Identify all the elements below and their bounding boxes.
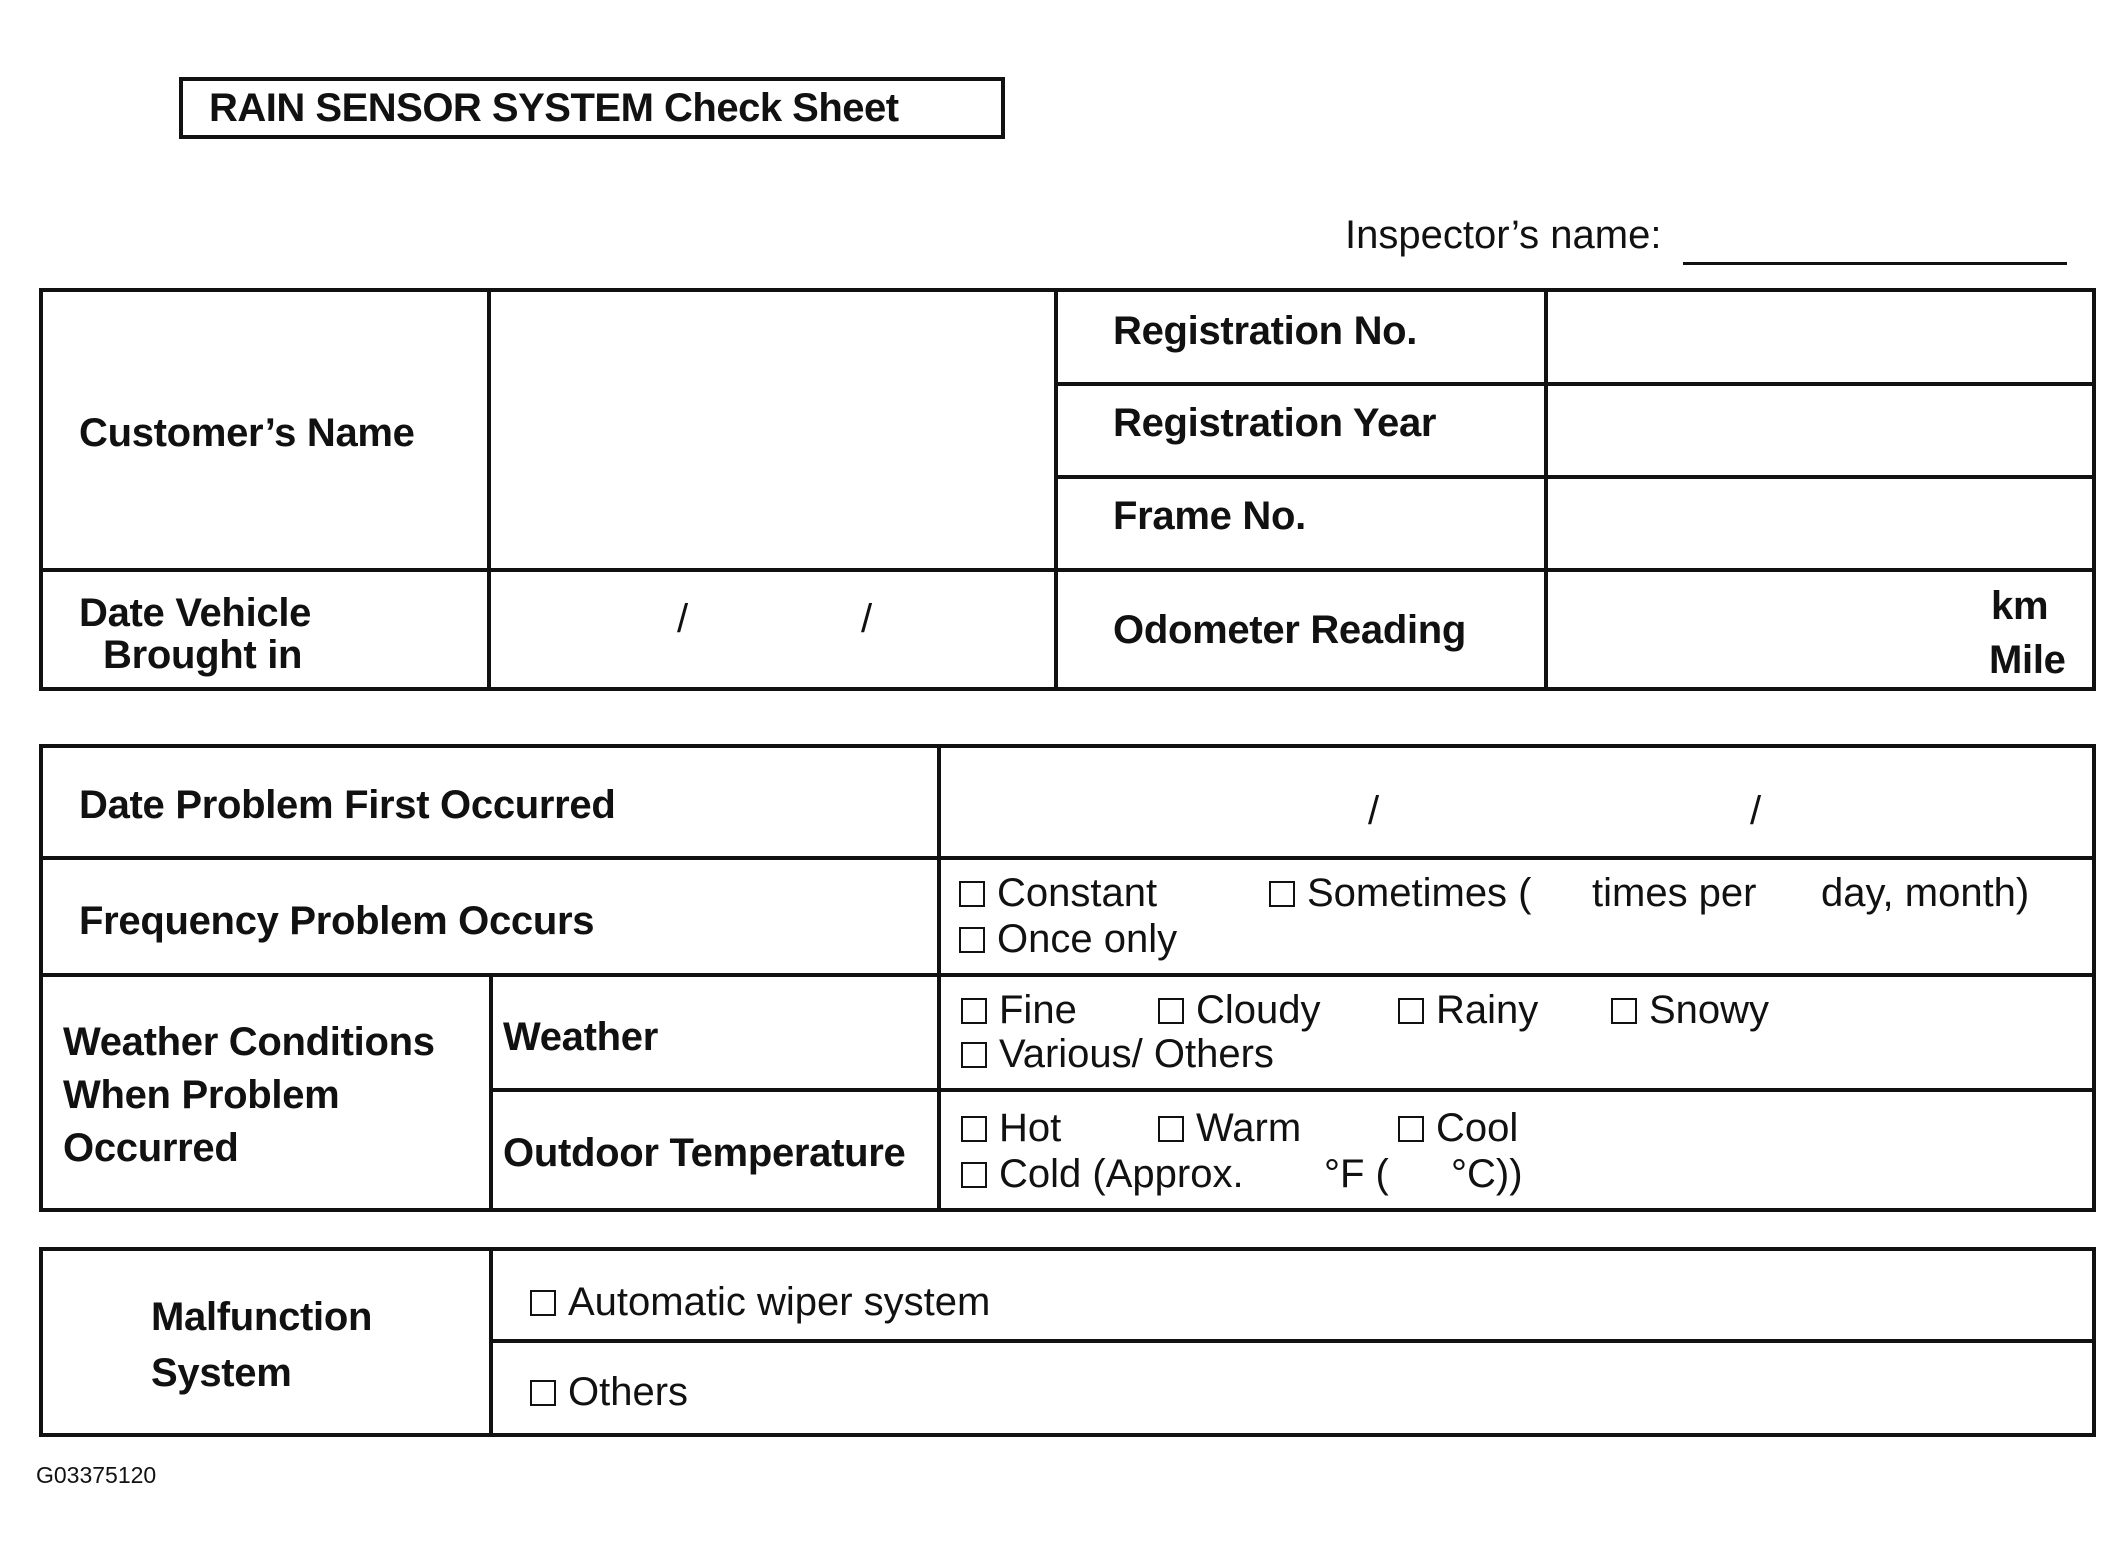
malfunction-label-line2: System	[151, 1351, 292, 1395]
weather-conditions-line3: Occurred	[63, 1126, 239, 1171]
others-text: Others	[568, 1370, 689, 1414]
table-divider	[43, 973, 2092, 977]
temp-hot-option[interactable]	[961, 1107, 1061, 1149]
freq-sometimes-option[interactable]	[1269, 872, 1532, 914]
problem-info-table	[39, 744, 2096, 1212]
customers-name-field[interactable]	[491, 292, 1054, 568]
weather-various-checkbox[interactable]	[961, 1042, 987, 1068]
weather-conditions-line1: Weather Conditions	[63, 1020, 435, 1064]
registration-no-field[interactable]	[1548, 292, 2092, 382]
frame-no-label: Frame No.	[1113, 494, 1306, 538]
date-slash-2: /	[1750, 789, 1762, 833]
freq-once-only-option[interactable]	[959, 918, 1177, 960]
vehicle-info-table	[39, 288, 2096, 691]
date-vehicle-brought-in-label	[79, 592, 311, 676]
table-divider	[1054, 292, 1058, 687]
date-slash-1: /	[677, 597, 689, 641]
table-divider	[489, 977, 493, 1208]
weather-snowy-option[interactable]	[1611, 989, 1769, 1031]
date-vehicle-line1: Date Vehicle	[79, 591, 312, 635]
unit-km: km	[1991, 584, 2049, 628]
customers-name-label: Customer’s Name	[79, 411, 415, 455]
others-option[interactable]	[530, 1371, 688, 1413]
frequency-label: Frequency Problem Occurs	[79, 899, 595, 943]
weather-cloudy-checkbox[interactable]	[1158, 998, 1184, 1024]
weather-various-option[interactable]	[961, 1033, 1274, 1075]
weather-label: Weather	[503, 1015, 658, 1059]
freq-sometimes-checkbox[interactable]	[1269, 881, 1295, 907]
unit-mile: Mile	[1989, 638, 2066, 682]
malfunction-label-line1: Malfunction	[151, 1295, 373, 1339]
auto-wiper-checkbox[interactable]	[530, 1290, 556, 1316]
date-vehicle-line2: Brought in	[103, 633, 303, 677]
temp-warm-text: Warm	[1196, 1106, 1302, 1150]
freq-once-only-text: Once only	[997, 917, 1178, 961]
temp-cold-text: Cold (Approx.	[999, 1152, 1244, 1196]
weather-conditions-line2: When Problem	[63, 1073, 340, 1118]
temp-fahrenheit-text: °F (	[1324, 1152, 1389, 1196]
temp-celsius-text: °C))	[1451, 1152, 1523, 1196]
temp-cold-checkbox[interactable]	[961, 1162, 987, 1188]
date-slash-1: /	[1368, 789, 1380, 833]
table-divider	[489, 1339, 2092, 1343]
temp-warm-option[interactable]	[1158, 1107, 1301, 1149]
table-divider	[43, 856, 2092, 860]
weather-rainy-option[interactable]	[1398, 989, 1538, 1031]
date-first-occurred-field[interactable]	[941, 748, 2092, 856]
weather-rainy-text: Rainy	[1436, 988, 1539, 1032]
temp-cold-option[interactable]	[961, 1153, 1244, 1195]
weather-cloudy-option[interactable]	[1158, 989, 1321, 1031]
figure-code: G03375120	[36, 1462, 157, 1488]
frame-no-field[interactable]	[1548, 479, 2092, 568]
temp-cool-option[interactable]	[1398, 1107, 1518, 1149]
malfunction-system-table	[39, 1247, 2096, 1437]
inspector-name-field[interactable]	[1683, 262, 2067, 265]
weather-conditions-label	[63, 1016, 435, 1176]
temp-cool-text: Cool	[1436, 1106, 1519, 1150]
page-title-text: RAIN SENSOR SYSTEM Check Sheet	[209, 85, 899, 130]
weather-cloudy-text: Cloudy	[1196, 988, 1321, 1032]
date-first-occurred-label: Date Problem First Occurred	[79, 783, 616, 827]
auto-wiper-option[interactable]	[530, 1281, 990, 1323]
weather-rainy-checkbox[interactable]	[1398, 998, 1424, 1024]
freq-sometimes-text: Sometimes (	[1307, 871, 1532, 915]
weather-snowy-checkbox[interactable]	[1611, 998, 1637, 1024]
freq-times-per-text: times per	[1592, 871, 1757, 915]
freq-constant-option[interactable]	[959, 872, 1157, 914]
freq-once-only-checkbox[interactable]	[959, 927, 985, 953]
freq-constant-text: Constant	[997, 871, 1158, 915]
inspector-name-label: Inspector’s name:	[1345, 213, 1662, 257]
weather-snowy-text: Snowy	[1649, 988, 1770, 1032]
registration-year-label: Registration Year	[1113, 401, 1437, 445]
others-checkbox[interactable]	[530, 1380, 556, 1406]
freq-day-month-text: day, month)	[1821, 871, 2030, 915]
date-slash-2: /	[861, 597, 873, 641]
date-vehicle-field[interactable]	[491, 572, 1054, 687]
odometer-reading-label: Odometer Reading	[1113, 608, 1467, 652]
registration-no-label: Registration No.	[1113, 309, 1418, 353]
weather-fine-text: Fine	[999, 988, 1077, 1032]
weather-fine-option[interactable]	[961, 989, 1077, 1031]
temp-cool-checkbox[interactable]	[1398, 1116, 1424, 1142]
temp-hot-checkbox[interactable]	[961, 1116, 987, 1142]
freq-constant-checkbox[interactable]	[959, 881, 985, 907]
temp-hot-text: Hot	[999, 1106, 1062, 1150]
temp-warm-checkbox[interactable]	[1158, 1116, 1184, 1142]
weather-fine-checkbox[interactable]	[961, 998, 987, 1024]
outdoor-temperature-label: Outdoor Temperature	[503, 1131, 906, 1175]
table-divider	[489, 1088, 2092, 1092]
malfunction-system-label	[151, 1289, 372, 1401]
weather-various-text: Various/ Others	[999, 1032, 1274, 1076]
registration-year-field[interactable]	[1548, 386, 2092, 475]
auto-wiper-text: Automatic wiper system	[568, 1280, 991, 1324]
page-title	[179, 77, 1005, 139]
